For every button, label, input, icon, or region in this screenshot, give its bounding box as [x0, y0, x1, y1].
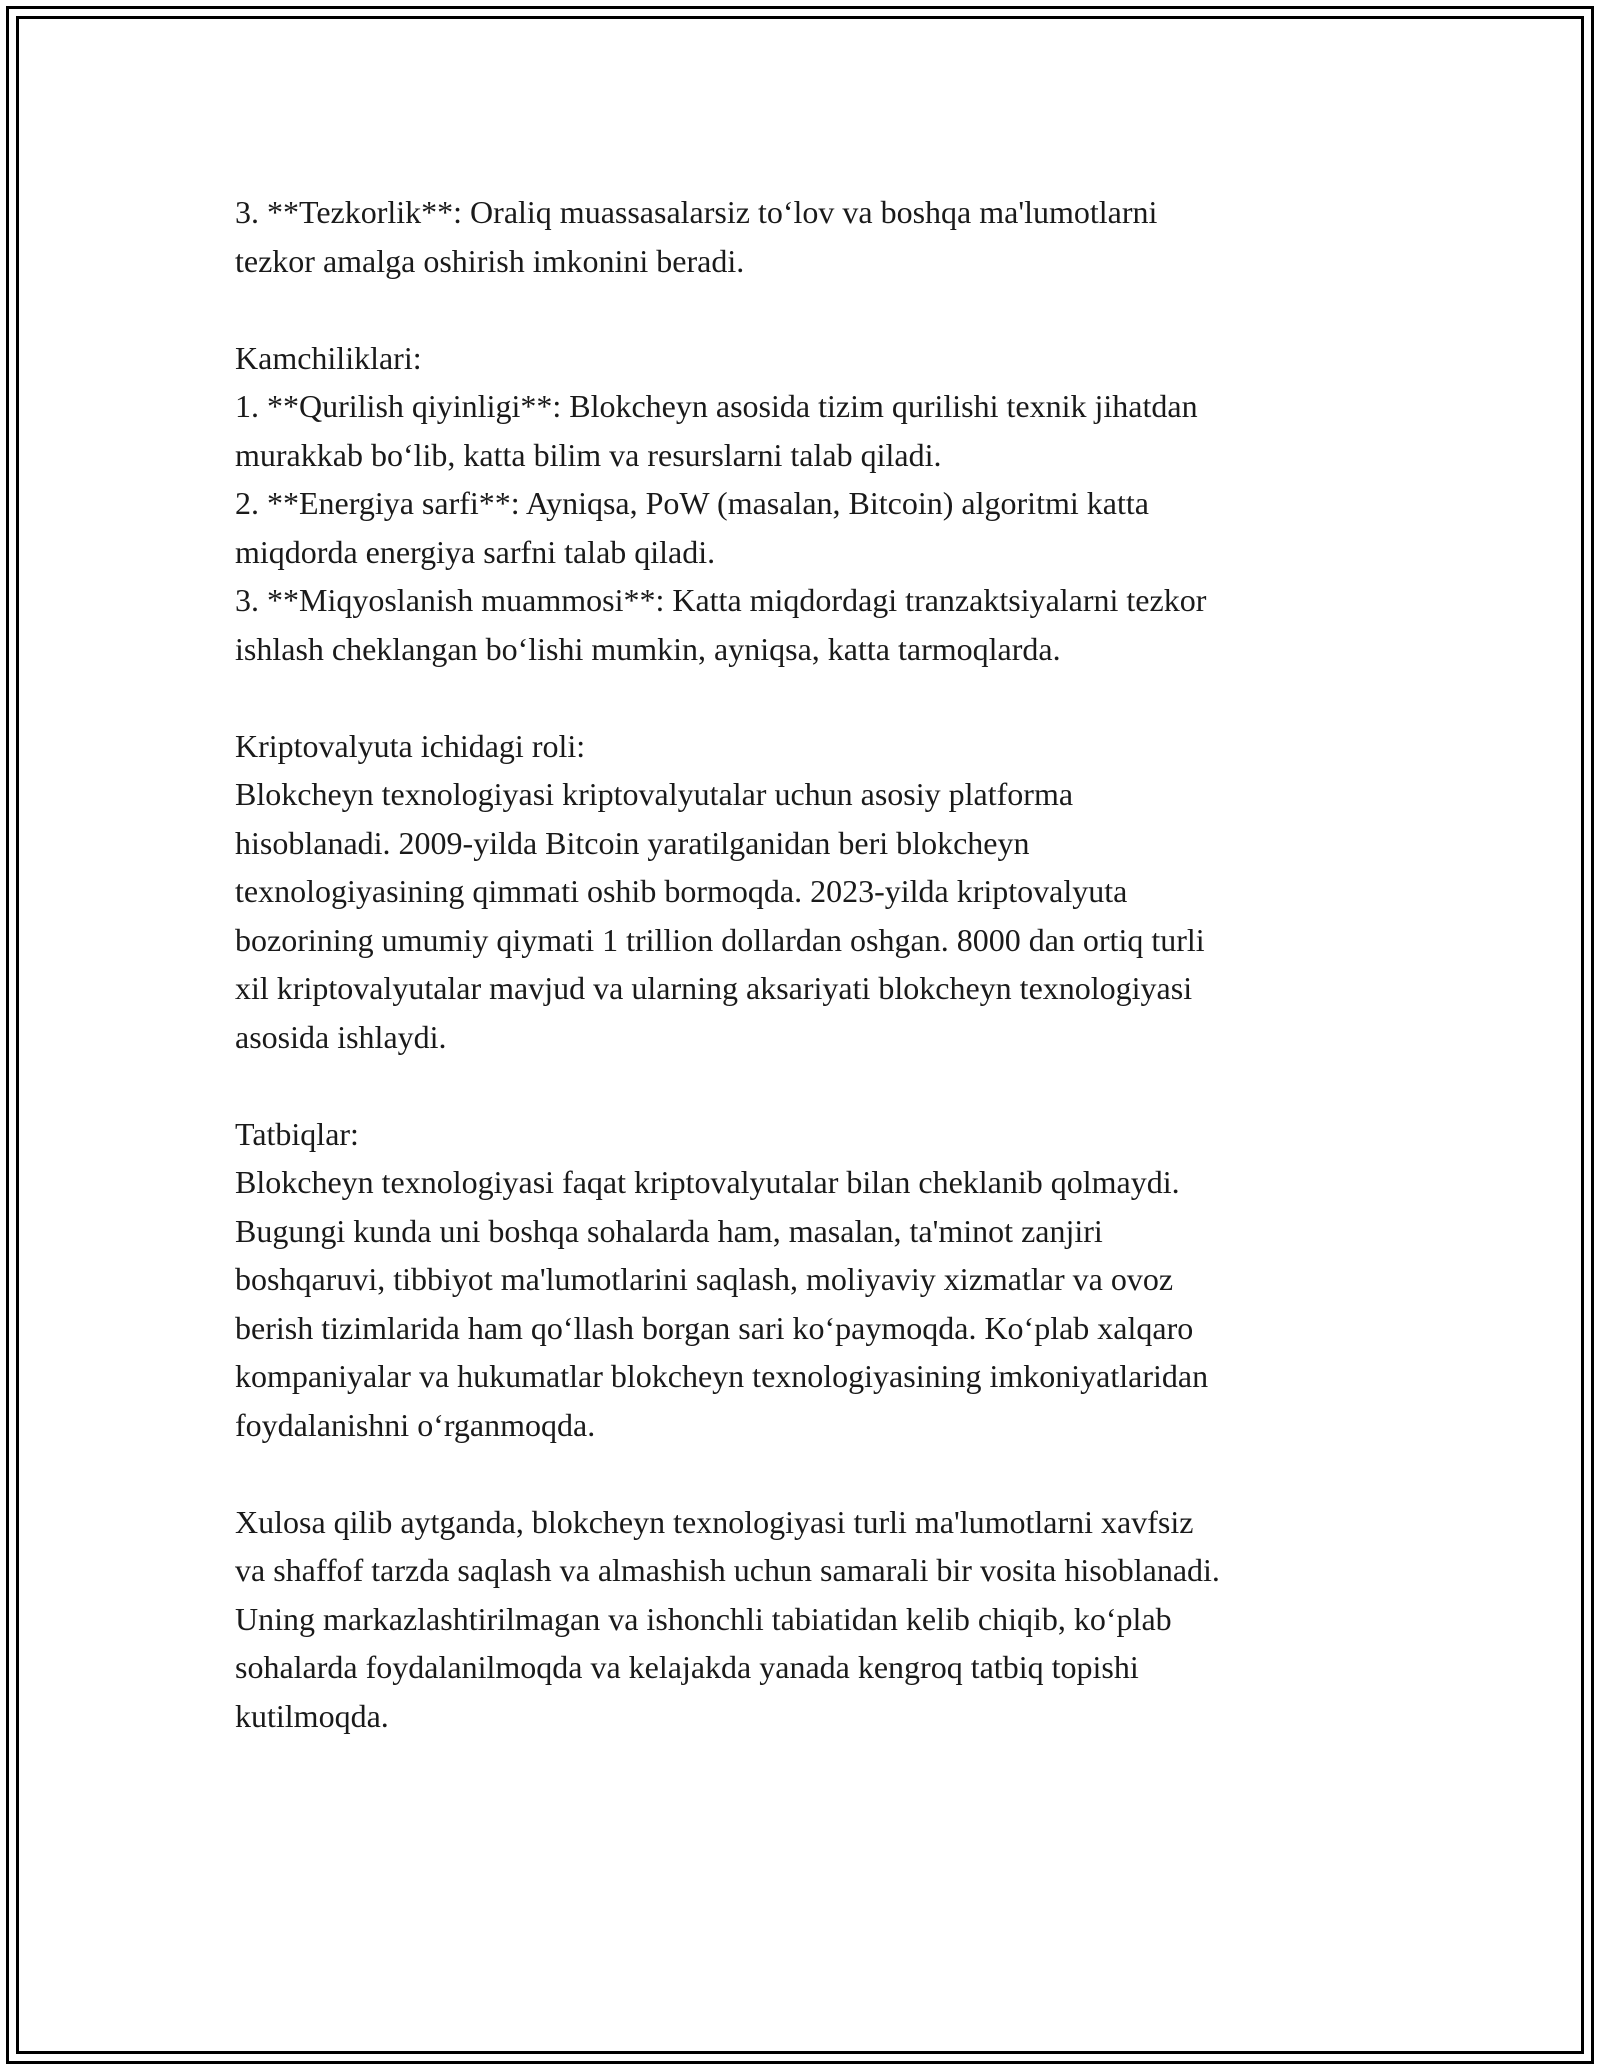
- text-line: foydalanishni o‘rganmoqda.: [235, 1406, 596, 1443]
- text-line: Blokcheyn texnologiyasi kriptovalyutalar uchun asosiy platforma: [235, 776, 1074, 812]
- section-heading: Tatbiqlar:: [235, 1115, 359, 1152]
- paragraph-gap: [235, 285, 1395, 334]
- paragraph-gap: [235, 673, 1395, 722]
- section-heading: Kriptovalyuta ichidagi roli:: [235, 727, 586, 764]
- text-line: Blokcheyn texnologiyasi faqat kriptovalyutalar bilan cheklanib qolmaydi.: [235, 1164, 1180, 1200]
- text-line: Xulosa qilib aytganda, blokcheyn texnologiyasi turli ma'lumotlarni xavfsiz: [235, 1503, 1194, 1540]
- text-line: miqdorda energiya sarfni talab qiladi.: [235, 533, 716, 570]
- section-heading: Kamchiliklari:: [235, 339, 422, 376]
- paragraph-tezkorlik: [235, 188, 1395, 285]
- paragraph-xulosa: [235, 1498, 1395, 1741]
- text-line: 3. **Tezkorlik**: Oraliq muassasalarsiz to‘lov va boshqa ma'lumotlarni: [235, 194, 1158, 230]
- paragraph-tatbiqlar: [235, 1110, 1395, 1450]
- text-line: Bugungi kunda uni boshqa sohalarda ham, masalan, ta'minot zanjiri: [235, 1212, 1103, 1249]
- text-line: xil kriptovalyutalar mavjud va ularning aksariyati blokcheyn texnologiyasi: [235, 970, 1193, 1006]
- text-line: sohalarda foydalanilmoqda va kelajakda yanada kengroq tatbiq topishi: [235, 1649, 1139, 1685]
- text-line: kompaniyalar va hukumatlar blokcheyn texnologiyasining imkoniyatlaridan: [235, 1358, 1209, 1394]
- text-line: texnologiyasining qimmati oshib bormoqda. 2023-yilda kriptovalyuta: [235, 873, 1128, 909]
- text-line: Uning markazlashtirilmagan va ishonchli tabiatidan kelib chiqib, ko‘plab: [235, 1600, 1172, 1637]
- paragraph-kriptovalyuta: [235, 722, 1395, 1062]
- text-line: bozorining umumiy qiymati 1 trillion dollardan oshgan. 8000 dan ortiq turli: [235, 921, 1205, 958]
- text-line: asosida ishlaydi.: [235, 1018, 447, 1055]
- text-line: 3. **Miqyoslanish muammosi**: Katta miqdordagi tranzaktsiyalarni tezkor: [235, 582, 1207, 618]
- text-line: 2. **Energiya sarfi**: Ayniqsa, PoW (masalan, Bitcoin) algoritmi katta: [235, 485, 1149, 521]
- text-line: berish tizimlarida ham qo‘llash borgan sari ko‘paymoqda. Ko‘plab xalqaro: [235, 1309, 1194, 1346]
- paragraph-gap: [235, 1449, 1395, 1498]
- document-body: [235, 188, 1395, 1740]
- text-line: 1. **Qurilish qiyinligi**: Blokcheyn asosida tizim qurilishi texnik jihatdan: [235, 388, 1198, 424]
- text-line: murakkab bo‘lib, katta bilim va resurslarni talab qiladi.: [235, 436, 942, 473]
- text-line: ishlash cheklangan bo‘lishi mumkin, ayniqsa, katta tarmoqlarda.: [235, 630, 1061, 667]
- text-line: tezkor amalga oshirish imkonini beradi.: [235, 242, 745, 279]
- text-line: boshqaruvi, tibbiyot ma'lumotlarini saqlash, moliyaviy xizmatlar va ovoz: [235, 1261, 1174, 1297]
- text-line: kutilmoqda.: [235, 1697, 389, 1734]
- paragraph-kamchiliklari: [235, 334, 1395, 674]
- text-line: va shaffof tarzda saqlash va almashish uchun samarali bir vosita hisoblanadi.: [235, 1552, 1220, 1588]
- text-line: hisoblanadi. 2009-yilda Bitcoin yaratilganidan beri blokcheyn: [235, 824, 1030, 861]
- paragraph-gap: [235, 1061, 1395, 1110]
